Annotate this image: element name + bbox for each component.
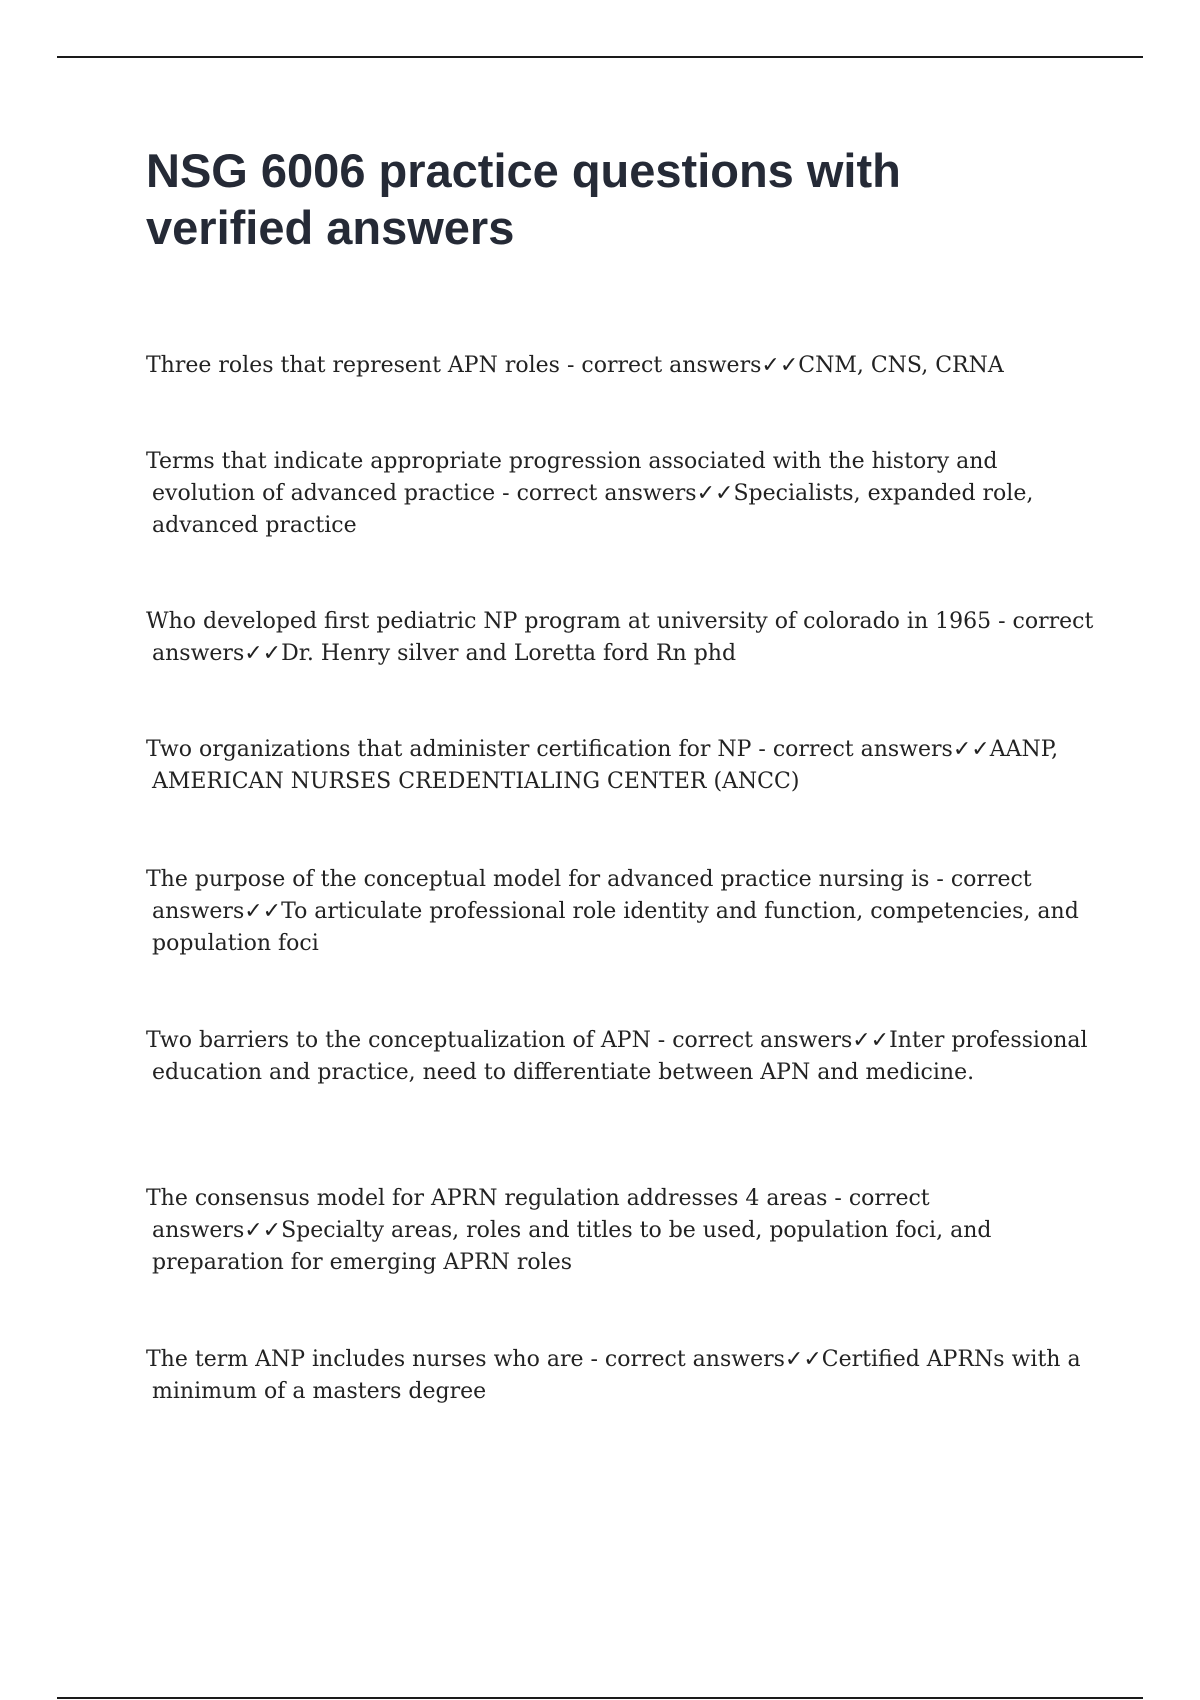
qa-item: Two barriers to the conceptualization of APN - correct answers✓✓Inter professional education and practice, need to differentiate between APN and medicine. (146, 1028, 1088, 1085)
qa-item: The purpose of the conceptual model for advanced practice nursing is - correct answers✓✓To articulate professional role identity and function, competencies, and population foci (146, 867, 1079, 956)
qa-item: Two organizations that administer certification for NP - correct answers✓✓AANP, AMERICAN NURSES CREDENTIALING CENTER (ANCC) (146, 737, 1059, 794)
page-title: NSG 6006 practice questions with verified answers (146, 144, 901, 254)
qa-item: The term ANP includes nurses who are - correct answers✓✓Certified APRNs with a minimum of a masters degree (146, 1347, 1081, 1404)
qa-item: Three roles that represent APN roles - correct answers✓✓CNM, CNS, CRNA (146, 353, 1004, 378)
qa-item: Who developed first pediatric NP program at university of colorado in 1965 - correct answers✓✓Dr. Henry silver and Loretta ford Rn phd (146, 609, 1094, 666)
qa-item: Terms that indicate appropriate progression associated with the history and evolution of advanced practice - correct answers✓✓Specialists, expanded role, advanced practice (146, 449, 1034, 538)
top-rule (57, 56, 1143, 58)
bottom-rule (57, 1697, 1143, 1699)
qa-item: The consensus model for APRN regulation addresses 4 areas - correct answers✓✓Specialty areas, roles and titles to be used, population foci, and preparation for emerging APRN roles (146, 1186, 992, 1275)
